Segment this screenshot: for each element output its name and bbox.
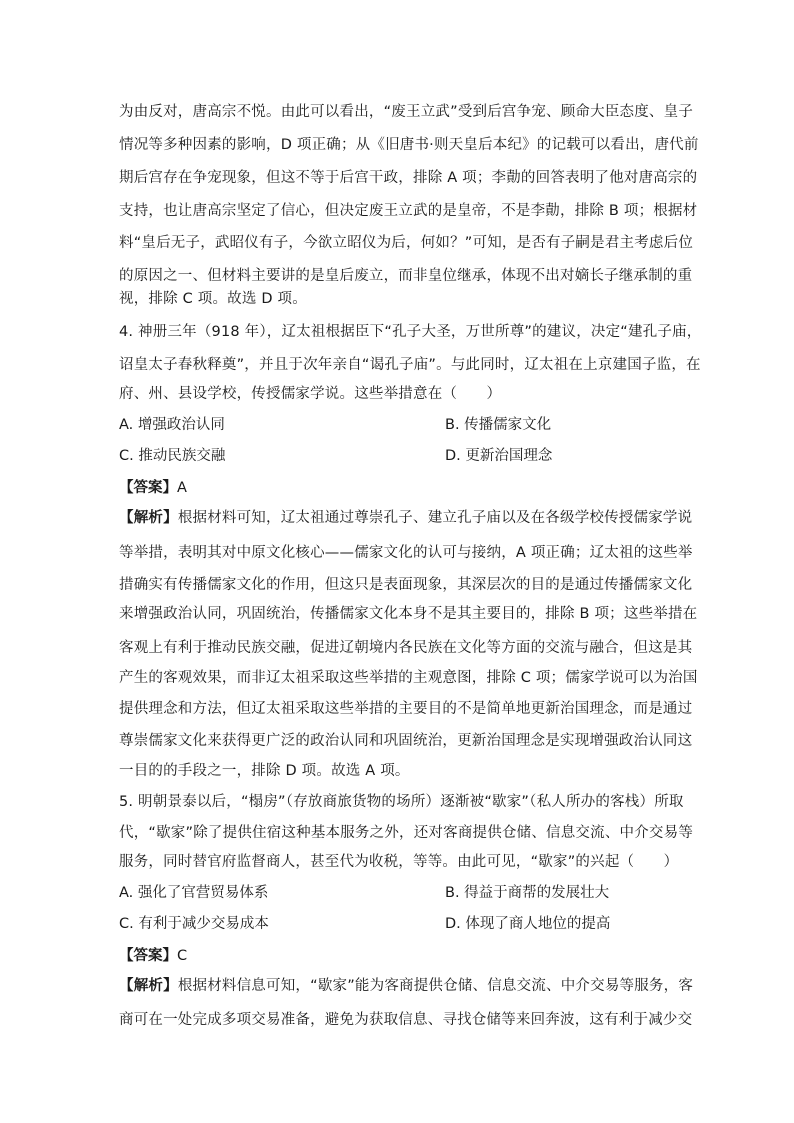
q5-answer — [119, 946, 187, 966]
q4-analysis-line: 产生的客观效果，而非辽太祖采取这些举措的主观意图，排除 C 项；儒家学说可以为治国 — [119, 670, 698, 686]
q4-analysis-line: 等举措，表明其对中原文化核心——儒家文化的认可与接纳，A 项正确；辽太祖的这些举 — [119, 545, 693, 561]
q4-option-d: D. 更新治国理念 — [445, 448, 553, 464]
q4-option-a: A. 增强政治认同 — [119, 417, 225, 433]
q4-analysis-line: 尊崇儒家文化来获得更广泛的政治认同和巩固统治，更新治国理念是实现增强政治认同这 — [119, 733, 693, 749]
answer-value: A — [177, 480, 187, 496]
q4-analysis-line: 提供理念和方法，但辽太祖采取这些举措的主要目的不是简单地更新治国理念，而是通过 — [119, 701, 693, 717]
q5-stem-line: 5. 明朝景泰以后，“榻房”（存放商旅货物的场所）逐渐被“歇家”（私人所办的客栈）所取 — [119, 794, 684, 810]
q5-option-a: A. 强化了官营贸易体系 — [119, 885, 269, 901]
q4-stem-line: 府、州、县设学校，传授儒家学说。这些举措意在（ ） — [119, 386, 502, 402]
answer-tag: 【答案】 — [119, 948, 177, 964]
q3-analysis-line: 期后宫存在争宠现象，但这不等于后宫干政，排除 A 项；李勣的回答表明了他对唐高宗的 — [119, 170, 698, 186]
q5-stem-line: 服务，同时替官府监督商人，甚至代为收税，等等。由此可见，“歇家”的兴起（ ） — [119, 854, 679, 870]
q3-analysis-line: 料“皇后无子，武昭仪有子，今欲立昭仪为后，何如？”可知，是否有子嗣是君主考虑后位 — [119, 235, 694, 251]
q4-analysis-line: 【解析】根据材料可知，辽太祖通过尊崇孔子、建立孔子庙以及在各级学校传授儒家学说 — [119, 510, 693, 526]
q4-stem-line: 4. 神册三年（918 年），辽太祖根据臣下“孔子大圣，万世所尊”的建议，决定“建孔子庙， — [119, 324, 702, 340]
q3-analysis-line: 为由反对，唐高宗不悦。由此可以看出，“废王立武”受到后宫争宠、顾命大臣态度、皇子 — [119, 104, 694, 120]
q4-option-c: C. 推动民族交融 — [119, 448, 226, 464]
q5-analysis-line: 商可在一处完成多项交易准备，避免为获取信息、寻找仓储等来回奔波，这有利于减少交 — [119, 1012, 693, 1028]
q5-option-d: D. 体现了商人地位的提高 — [445, 916, 611, 932]
q4-analysis-line: 来增强政治认同，巩固统治，传播儒家文化本身不是其主要目的，排除 B 项；这些举措在 — [119, 606, 698, 622]
q5-stem-line: 代，“歇家”除了提供住宿这种基本服务之外，还对客商提供仓储、信息交流、中介交易等 — [119, 825, 694, 841]
q4-analysis-line: 措确实有传播儒家文化的作用，但这只是表面现象，其深层次的目的是通过传播儒家文化 — [119, 577, 693, 593]
q4-analysis-line: 一目的的手段之一，排除 D 项。故选 A 项。 — [119, 763, 410, 779]
q5-option-c: C. 有利于减少交易成本 — [119, 916, 269, 932]
q4-answer — [119, 478, 187, 498]
q5-analysis-line: 【解析】根据材料信息可知，“歇家”能为客商提供仓储、信息交流、中介交易等服务，客 — [119, 978, 694, 994]
q3-analysis-line: 视，排除 C 项。故选 D 项。 — [119, 291, 307, 307]
q4-analysis-line: 客观上有利于推动民族交融，促进辽朝境内各民族在文化等方面的交流与融合，但这是其 — [119, 640, 693, 656]
answer-value: C — [177, 948, 188, 964]
q3-analysis-line: 情况等多种因素的影响，D 项正确；从《旧唐书·则天皇后本纪》的记载可以看出，唐代前 — [119, 137, 699, 153]
analysis-tag: 【解析】 — [119, 978, 178, 994]
q3-analysis-line: 的原因之一、但材料主要讲的是皇后废立，而非皇位继承，体现不出对嫡长子继承制的重 — [119, 268, 693, 284]
q4-stem-line: 诏皇太子春秋释奠”，并且于次年亲自“谒孔子庙”。与此同时，辽太祖在上京建国子监，在 — [119, 357, 701, 373]
q4-option-b: B. 传播儒家文化 — [445, 417, 552, 433]
q5-option-b: B. 得益于商帮的发展壮大 — [445, 885, 610, 901]
answer-tag: 【答案】 — [119, 480, 177, 496]
q3-analysis-line: 支持，也让唐高宗坚定了信心，但决定废王立武的是皇帝，不是李勣，排除 B 项；根据材 — [119, 203, 698, 219]
analysis-tag: 【解析】 — [119, 510, 178, 526]
